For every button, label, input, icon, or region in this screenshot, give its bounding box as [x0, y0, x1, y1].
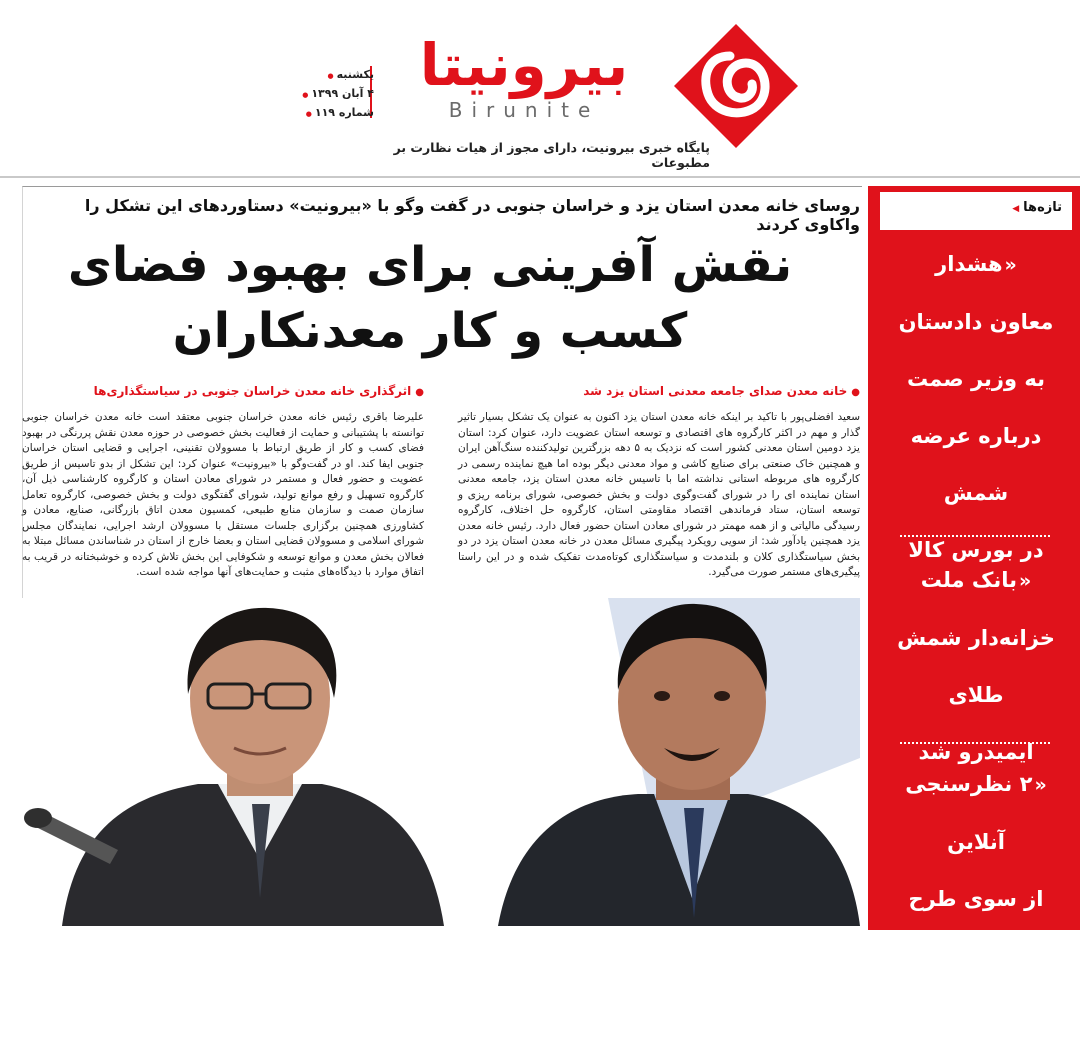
khorasan-column	[22, 384, 424, 594]
masthead-rule	[0, 176, 1080, 178]
double-chevron-icon: «	[1034, 774, 1047, 796]
news-item-line: در بورس کالا	[908, 538, 1044, 562]
news-item-2[interactable]	[878, 552, 1074, 781]
news-item-headline: «هشدار	[935, 252, 1017, 276]
article-kicker: روسای خانه معدن استان یزد و خراسان جنوبی در گفت وگو با «بیرونیت» دستاوردهای این تشکل را واکاوی کردند	[84, 196, 860, 234]
sidebar-separator	[900, 742, 1050, 744]
yazd-column-body: سعید افضلی‌پور با تاکید بر اینکه خانه معدن استان یزد اکنون به عنوان یک تشکل بسیار تاثیر گذار و مهم در اکثر کارگروه های اقتصادی و توسعه استان عضویت دارد، عنوان کرد: استان یزد دومین استان معدنی کشور است که نزدیک به ۵ دهه بزرگترین تولیدکننده سنگ‌آهن ایران و همچنین خاک صنعتی برای صنایع کاشی و مواد معدنی دیگر بوده اما هیچ نماینده رسمی در کارگروه های مربوطه استانی نداشته اما با تاسیس خانه معدن استان یزد، جامعه معدنی استان نماینده ای را در شورای گفت‌وگوی دولت و بخش خصوصی، شورای برنامه ریزی و توسعه استان، ستاد فرماندهی اقتصاد مقاومتی استان، کارگروه حل اختلاف، کارگروه رسیدگی مالیاتی و از همه مهمتر در شورای معادن استان حضور فعال دارد. رئیس خانه معدن یزد همچنین یادآور شد: از سویی رویکرد پیگیری مسائل معدن در خانه معدن استان یزد در دو بخش سیاستگذاری کلان و بلندمدت و سیاستگذاری کوتاه‌مدت تفکیک شده و در این راستا پیگیری‌های مستمر صورت می‌گیرد.	[458, 411, 860, 578]
khorasan-column-title: ● اثرگذاری خانه معدن خراسان جنوبی در سیاستگذاری‌ها	[22, 384, 424, 404]
news-item-headline: «۲ نظرسنجی آنلاین	[905, 772, 1047, 854]
portrait-illustration	[458, 598, 860, 926]
news-item-headline: «بانک ملت	[920, 568, 1032, 592]
double-chevron-icon: «	[1004, 254, 1017, 276]
news-item-line: درباره عرضه شمش	[910, 424, 1042, 505]
issue-weekday: یکشنبه ●	[288, 66, 374, 85]
photo-yazd-chairman	[458, 598, 860, 926]
issue-info	[288, 66, 374, 120]
news-item-line: معادن کوچک	[910, 1001, 1042, 1025]
news-item-line: ایمیدرو شد	[918, 740, 1034, 764]
sidebar-label: تازه‌ها ◀	[880, 200, 1062, 224]
article-headline	[40, 232, 820, 368]
brand-latin-name: Birunite	[448, 98, 600, 122]
masthead	[0, 0, 1080, 178]
brand-tagline: پایگاه خبری بیرونیت، دارای مجوز از هیات نظارت بر مطبوعات	[393, 140, 710, 170]
issue-date: ۴ آبان ۱۳۹۹ ●	[288, 85, 374, 104]
news-item-line: خزانه‌دار شمش طلای	[897, 626, 1055, 707]
news-item-line: به وزیر صمت	[907, 367, 1045, 391]
portrait-illustration	[22, 598, 458, 926]
yazd-column-title: ● خانه معدن صدای جامعه معدنی استان یزد شد	[458, 384, 860, 404]
double-chevron-icon: «	[1019, 570, 1032, 592]
headline-line-1: نقش آفرینی برای بهبود فضای	[67, 237, 793, 293]
brand-wordmark: بیرونیتا	[419, 31, 629, 99]
news-item-line: معاون دادستان	[898, 310, 1054, 334]
yazd-column	[458, 384, 860, 594]
khorasan-column-body: علیرضا باقری رئیس خانه معدن خراسان جنوبی معتقد است خانه معدن خراسان جنوبی توانسته با پشتیبانی و حمایت از فعالیت بخش خصوصی در حوزه معدن نقش پررنگی در بهبود فضای کسب و کار از طریق ارتباط با مسوولان تقنینی، اجرایی و قضایی استان خراسان جنوبی ایفا کند. او در گفت‌وگو با «بیرونیت» عنوان کرد: این تشکل از بدو تاسیس از طریق عضویت و حضور فعال و مستمر در شورای معادن استان و کارگروه کارشناسی ذیل آن، کارگروه تسهیل و رفع موانع تولید، شورای گفتگوی دولت و بخش خصوصی، کارگروه تعامل سازمان صمت و سازمان منابع طبیعی، کمسیون معدن اتاق بازرگانی، صنایع، معادن و کشاورزی همچنین برگزاری جلسات مستقل با مسوولان ارشد اجرایی، نمایندگان مجلس شورای اسلامی و مسوولان قضایی استان و بعضا خارج از استان در شناساندن مسائل مبتلا به فعالان بخش معدن و موانع توسعه و شکوفایی این بخش تلاش کرده و خوشبختانه در قریب به اتفاق موارد با دیدگاه‌های مثبت و حمایت‌های آنها مواجه شده است.	[22, 411, 424, 578]
news-item-1[interactable]	[878, 236, 1074, 579]
sidebar-separator	[900, 535, 1050, 537]
news-item-line: از سوی طرح احیای	[908, 887, 1044, 968]
news-item-3[interactable]	[878, 756, 1074, 1042]
headline-line-2: کسب و کار معدنکاران	[172, 303, 688, 359]
photo-khorasan-chairman	[22, 598, 458, 926]
birunite-logo-icon	[672, 22, 800, 150]
issue-number: شماره ۱۱۹ ●	[288, 104, 374, 123]
